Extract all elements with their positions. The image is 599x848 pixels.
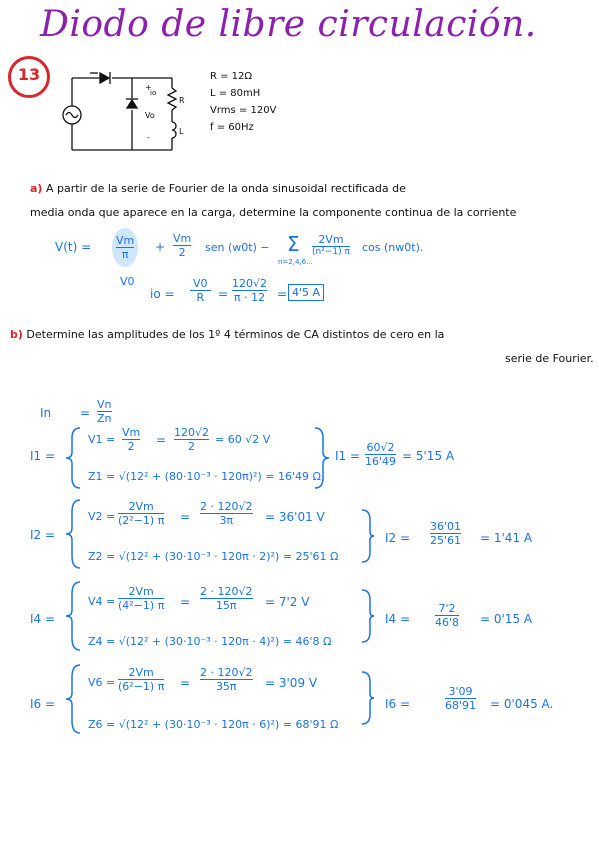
i4-lhs: I4 =	[385, 612, 411, 626]
problem-number: 13	[17, 65, 41, 84]
v4-frac2	[200, 585, 253, 612]
io-lhs: io =	[150, 287, 175, 301]
part-a-label: a)	[30, 182, 43, 195]
plus-sign: +	[155, 240, 166, 254]
sum-range: n=2,4,6...	[278, 258, 313, 266]
i2-num: 36'01	[430, 520, 462, 533]
sen-term: sen (w0t) −	[205, 241, 270, 254]
i1-den: 16'49	[365, 455, 397, 468]
v4-frac	[118, 585, 164, 612]
part-b-text1: Determine las amplitudes de los 1º 4 términos de CA distintos de cero en la	[26, 328, 445, 341]
i6-num: 3'09	[445, 685, 476, 699]
brace-right-i6	[362, 672, 374, 724]
v2-den: (2²−1) π	[118, 514, 165, 527]
svg-text:R: R	[179, 96, 185, 105]
io-num2: 120√2	[232, 277, 268, 290]
i1-lhs: I1 =	[335, 449, 361, 463]
part-b-label: b)	[10, 328, 23, 341]
i2-den: 25'61	[430, 534, 462, 547]
pi-den: π	[121, 248, 129, 261]
vo-note: V0	[120, 275, 135, 288]
param-l: L = 80mH	[210, 88, 261, 99]
v1-eq: =	[156, 433, 167, 447]
i1-label: I1 =	[30, 449, 56, 463]
brace-right-i2	[362, 510, 374, 562]
i2-result: = 1'41 A	[480, 531, 533, 545]
cos-term: cos (nw0t).	[362, 241, 424, 254]
v2-den2: 3π	[219, 514, 234, 527]
v2-num2: 2 · 120√2	[200, 500, 253, 513]
v4-num2: 2 · 120√2	[200, 585, 253, 598]
z1: Z1 = √(12² + (80·10⁻³ · 120π)²) = 16'49 Ω	[88, 470, 321, 483]
in-def-num: Vn	[97, 398, 112, 411]
io-result: 4'5 A	[288, 284, 324, 301]
param-f: f = 60Hz	[210, 122, 254, 133]
sum-frac-num: 2Vm	[312, 233, 350, 247]
io-eq2: =	[277, 287, 288, 301]
in-def-eq: =	[80, 406, 91, 420]
v4-eq: =	[180, 595, 191, 609]
i1-result: = 5'15 A	[402, 449, 455, 463]
v6-lhs: V6 =	[88, 676, 116, 689]
i4-frac	[435, 602, 459, 629]
brace-right-i4	[362, 590, 374, 642]
v4-den: (4²−1) π	[118, 599, 165, 612]
io-den2: π · 12	[233, 291, 266, 304]
in-def-den: Zn	[97, 412, 112, 425]
i6-lhs: I6 =	[385, 697, 411, 711]
brace-left-i1	[66, 428, 80, 488]
v4-num: 2Vm	[118, 585, 164, 599]
i6-frac	[445, 685, 476, 712]
i2-lhs: I2 =	[385, 531, 411, 545]
v1-den: 2	[127, 440, 135, 453]
v1-num: Vm	[122, 426, 141, 439]
i2-frac	[430, 520, 461, 547]
v1-num2: 120√2	[174, 426, 210, 439]
v2-frac2	[200, 500, 253, 527]
z2: Z2 = √(12² + (30·10⁻³ · 120π · 2)²) = 25'61 Ω	[88, 550, 339, 563]
vm2-num: Vm	[173, 232, 192, 245]
v6-den2: 35π	[215, 680, 237, 693]
sum-frac-den: (n²−1) π	[312, 247, 350, 257]
v1-frac	[122, 426, 140, 453]
param-vrms: Vrms = 120V	[210, 105, 277, 116]
v4-result: = 7'2 V	[265, 595, 310, 609]
i6-label: I6 =	[30, 697, 56, 711]
v1-frac2	[174, 426, 209, 453]
two-den: 2	[178, 246, 186, 259]
i1-num: 60√2	[366, 441, 395, 454]
v6-result: = 3'09 V	[265, 676, 318, 690]
svg-text:-: -	[147, 133, 150, 142]
io-num: V0	[190, 277, 211, 291]
part-b-line2: serie de Fourier.	[505, 352, 594, 365]
i2-label: I2 =	[30, 528, 56, 542]
v1-den2: 2	[188, 440, 195, 453]
i4-den: 46'8	[435, 616, 460, 629]
v2-lhs: V2 =	[88, 510, 116, 523]
v2-eq: =	[180, 510, 191, 524]
v2-frac	[118, 500, 164, 527]
v6-num: 2Vm	[118, 666, 164, 680]
in-def-lhs: In	[40, 406, 52, 420]
svg-text:+: +	[145, 83, 152, 92]
page-title: Diodo de libre circulación.	[40, 4, 537, 45]
i6-den: 68'91	[445, 699, 477, 712]
svg-text:L: L	[179, 127, 184, 136]
v1-result: = 60 √2 V	[215, 433, 271, 446]
param-r: R = 12Ω	[210, 71, 253, 82]
v4-lhs: V4 =	[88, 595, 116, 608]
v6-frac	[118, 666, 164, 693]
fourier-lhs: V(t) =	[55, 240, 92, 254]
i4-num: 7'2	[435, 602, 459, 616]
i6-result: = 0'045 A.	[490, 697, 554, 711]
v1-lhs: V1 =	[88, 433, 116, 446]
sigma-symbol: Σ	[287, 232, 300, 256]
i4-result: = 0'15 A	[480, 612, 533, 626]
v6-eq: =	[180, 676, 191, 690]
brace-left-i2	[66, 500, 80, 568]
io-den: R	[196, 291, 205, 304]
v2-num: 2Vm	[118, 500, 164, 514]
brace-left-i6	[66, 665, 80, 733]
v2-result: = 36'01 V	[265, 510, 325, 524]
svg-text:Vo: Vo	[145, 111, 155, 120]
part-a-text1: A partir de la serie de Fourier de la onda sinusoidal rectificada de	[45, 182, 406, 195]
vm-num: Vm	[116, 234, 135, 247]
i4-label: I4 =	[30, 612, 56, 626]
svg-text:io: io	[150, 89, 157, 97]
v6-frac2	[200, 666, 253, 693]
z4: Z4 = √(12² + (30·10⁻³ · 120π · 4)²) = 46'8 Ω	[88, 635, 332, 648]
z6: Z6 = √(12² + (30·10⁻³ · 120π · 6)²) = 68'91 Ω	[88, 718, 339, 731]
i1-frac	[365, 441, 396, 468]
v6-den: (6²−1) π	[118, 680, 165, 693]
io-eq1: =	[218, 287, 229, 301]
v6-num2: 2 · 120√2	[200, 666, 253, 679]
part-a-line2: media onda que aparece en la carga, determine la componente continua de la corriente	[30, 206, 517, 219]
brace-left-i4	[66, 582, 80, 650]
v4-den2: 15π	[215, 599, 237, 612]
